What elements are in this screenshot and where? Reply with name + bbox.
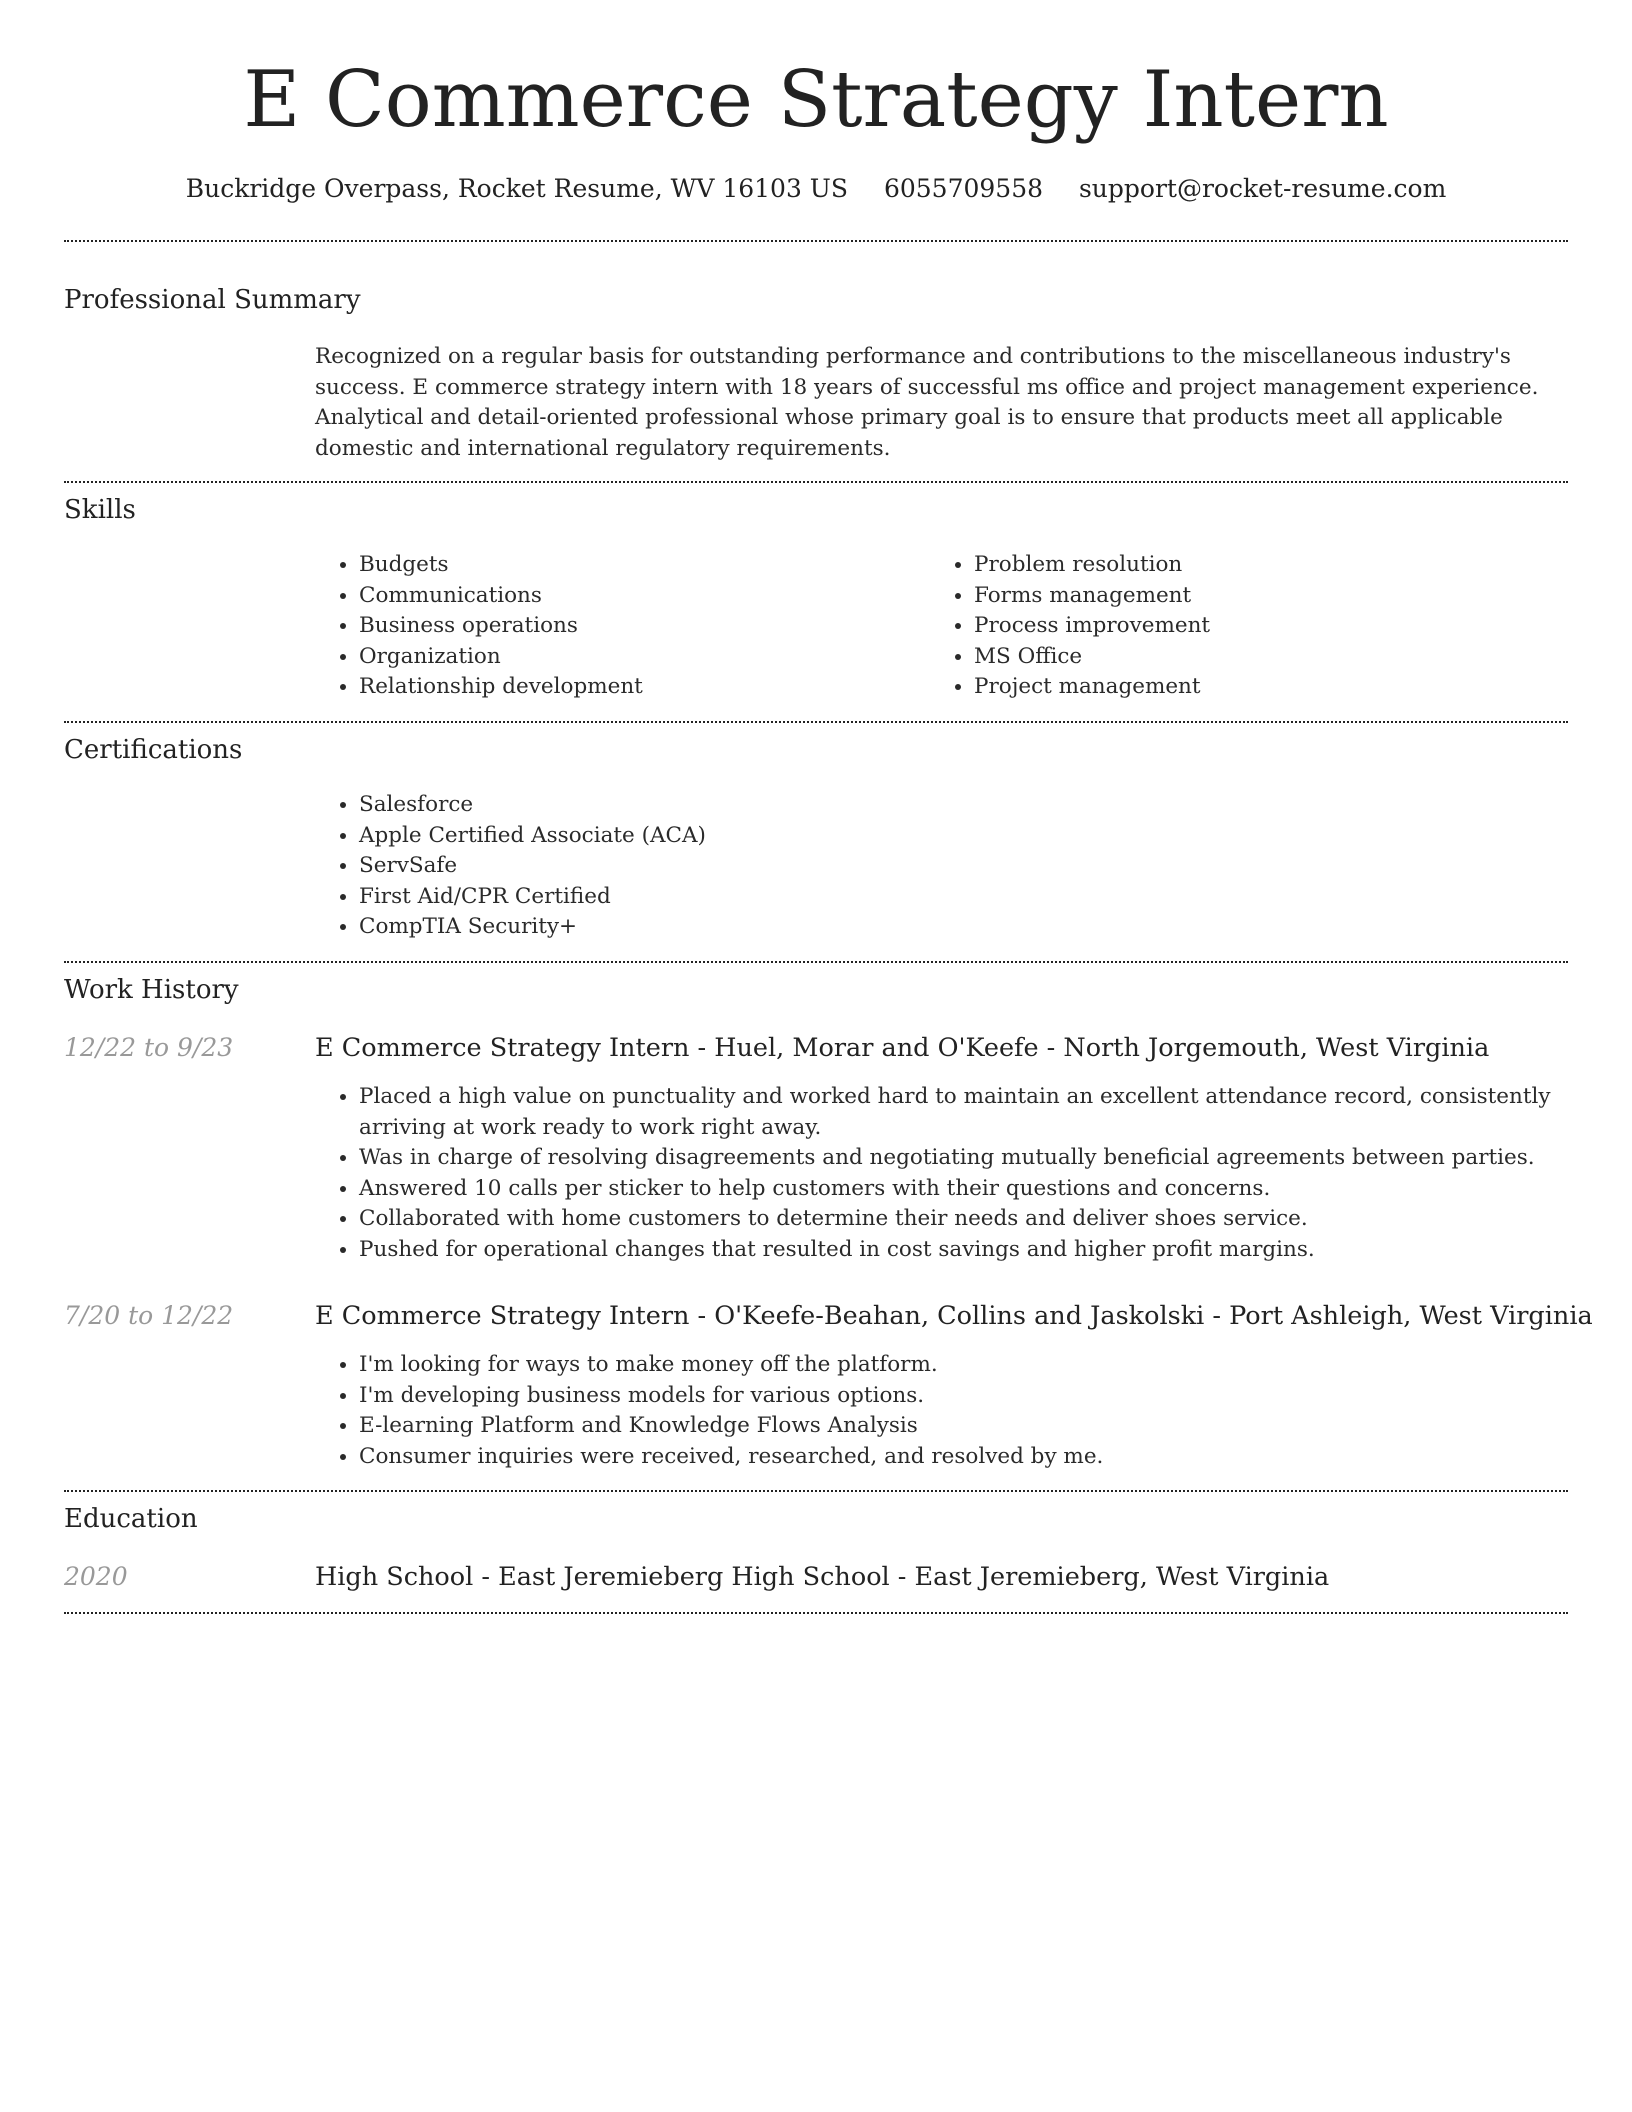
skill-item: • Organization [359, 642, 919, 673]
job-bullet: • Pushed for operational changes that resulted in cost savings and higher profit margins. [359, 1235, 1589, 1266]
skill-item: • MS Office [974, 642, 1574, 673]
certification-item: • ServSafe [359, 851, 1559, 882]
section-divider [64, 481, 1568, 483]
section-divider [64, 1612, 1568, 1614]
job-bullet: • Placed a high value on punctuality and worked hard to maintain an excellent attendance record, consistently arriving at work ready to work right away. [359, 1082, 1589, 1143]
section-divider [64, 1490, 1568, 1492]
section-title-summary: Professional Summary [64, 285, 361, 315]
education-year: 2020 [64, 1562, 128, 1591]
skill-item: • Business operations [359, 611, 919, 642]
job-bullets [315, 1082, 1589, 1266]
job-bullet: • I'm looking for ways to make money off the platform. [359, 1350, 1589, 1381]
job-dates: 7/20 to 12/22 [64, 1301, 234, 1330]
job-heading: E Commerce Strategy Intern - Huel, Morar and O'Keefe - North Jorgemouth, West Virginia [315, 1033, 1490, 1063]
summary-text: Recognized on a regular basis for outstanding performance and contributions to the miscellaneous industry's success. E commerce strategy intern with 18 years of successful ms office and project management experience. Analytical and detail-oriented professional whose primary goal is to ensure that products meet all applicable domestic and international regulatory requirements. [315, 344, 1539, 461]
certification-item: • First Aid/CPR Certified [359, 882, 1559, 913]
certification-item: • Apple Certified Associate (ACA) [359, 821, 1559, 852]
job-bullet: • Collaborated with home customers to determine their needs and deliver shoes service. [359, 1204, 1589, 1235]
skill-item: • Process improvement [974, 611, 1574, 642]
skill-item: • Communications [359, 581, 919, 612]
skill-item: • Project management [974, 672, 1574, 703]
job-dates: 12/22 to 9/23 [64, 1033, 234, 1062]
job-bullet: • I'm developing business models for various options. [359, 1381, 1589, 1412]
skill-item: • Forms management [974, 581, 1574, 612]
skill-item: • Budgets [359, 550, 919, 581]
contact-line [0, 172, 1632, 206]
section-divider [64, 961, 1568, 963]
section-title-work-history: Work History [64, 975, 239, 1005]
skill-item: • Relationship development [359, 672, 919, 703]
section-title-skills: Skills [64, 495, 136, 525]
skill-item: • Problem resolution [974, 550, 1574, 581]
certification-item: • CompTIA Security+ [359, 912, 1559, 943]
contact-phone: 6055709558 [883, 174, 1044, 203]
section-divider [64, 721, 1568, 723]
section-divider [64, 240, 1568, 242]
certification-item: • Salesforce [359, 790, 1559, 821]
job-bullets [315, 1350, 1589, 1472]
skills-list-right [930, 550, 1574, 703]
contact-address: Buckridge Overpass, Rocket Resume, WV 16103 US [185, 174, 848, 203]
job-heading: E Commerce Strategy Intern - O'Keefe-Beahan, Collins and Jaskolski - Port Ashleigh, West Virginia [315, 1301, 1593, 1331]
job-bullet: • E-learning Platform and Knowledge Flows Analysis [359, 1411, 1589, 1442]
skills-list-left [315, 550, 919, 703]
education-heading: High School - East Jeremieberg High School - East Jeremieberg, West Virginia [315, 1562, 1330, 1592]
job-bullet: • Answered 10 calls per sticker to help customers with their questions and concerns. [359, 1174, 1589, 1205]
section-title-education: Education [64, 1504, 198, 1534]
contact-email: support@rocket-resume.com [1078, 174, 1447, 203]
job-bullet: • Consumer inquiries were received, researched, and resolved by me. [359, 1442, 1589, 1473]
certifications-list [315, 790, 1559, 943]
resume-name: E Commerce Strategy Intern [243, 55, 1389, 145]
job-bullet: • Was in charge of resolving disagreements and negotiating mutually beneficial agreements between parties. [359, 1143, 1589, 1174]
section-title-certifications: Certifications [64, 735, 243, 765]
